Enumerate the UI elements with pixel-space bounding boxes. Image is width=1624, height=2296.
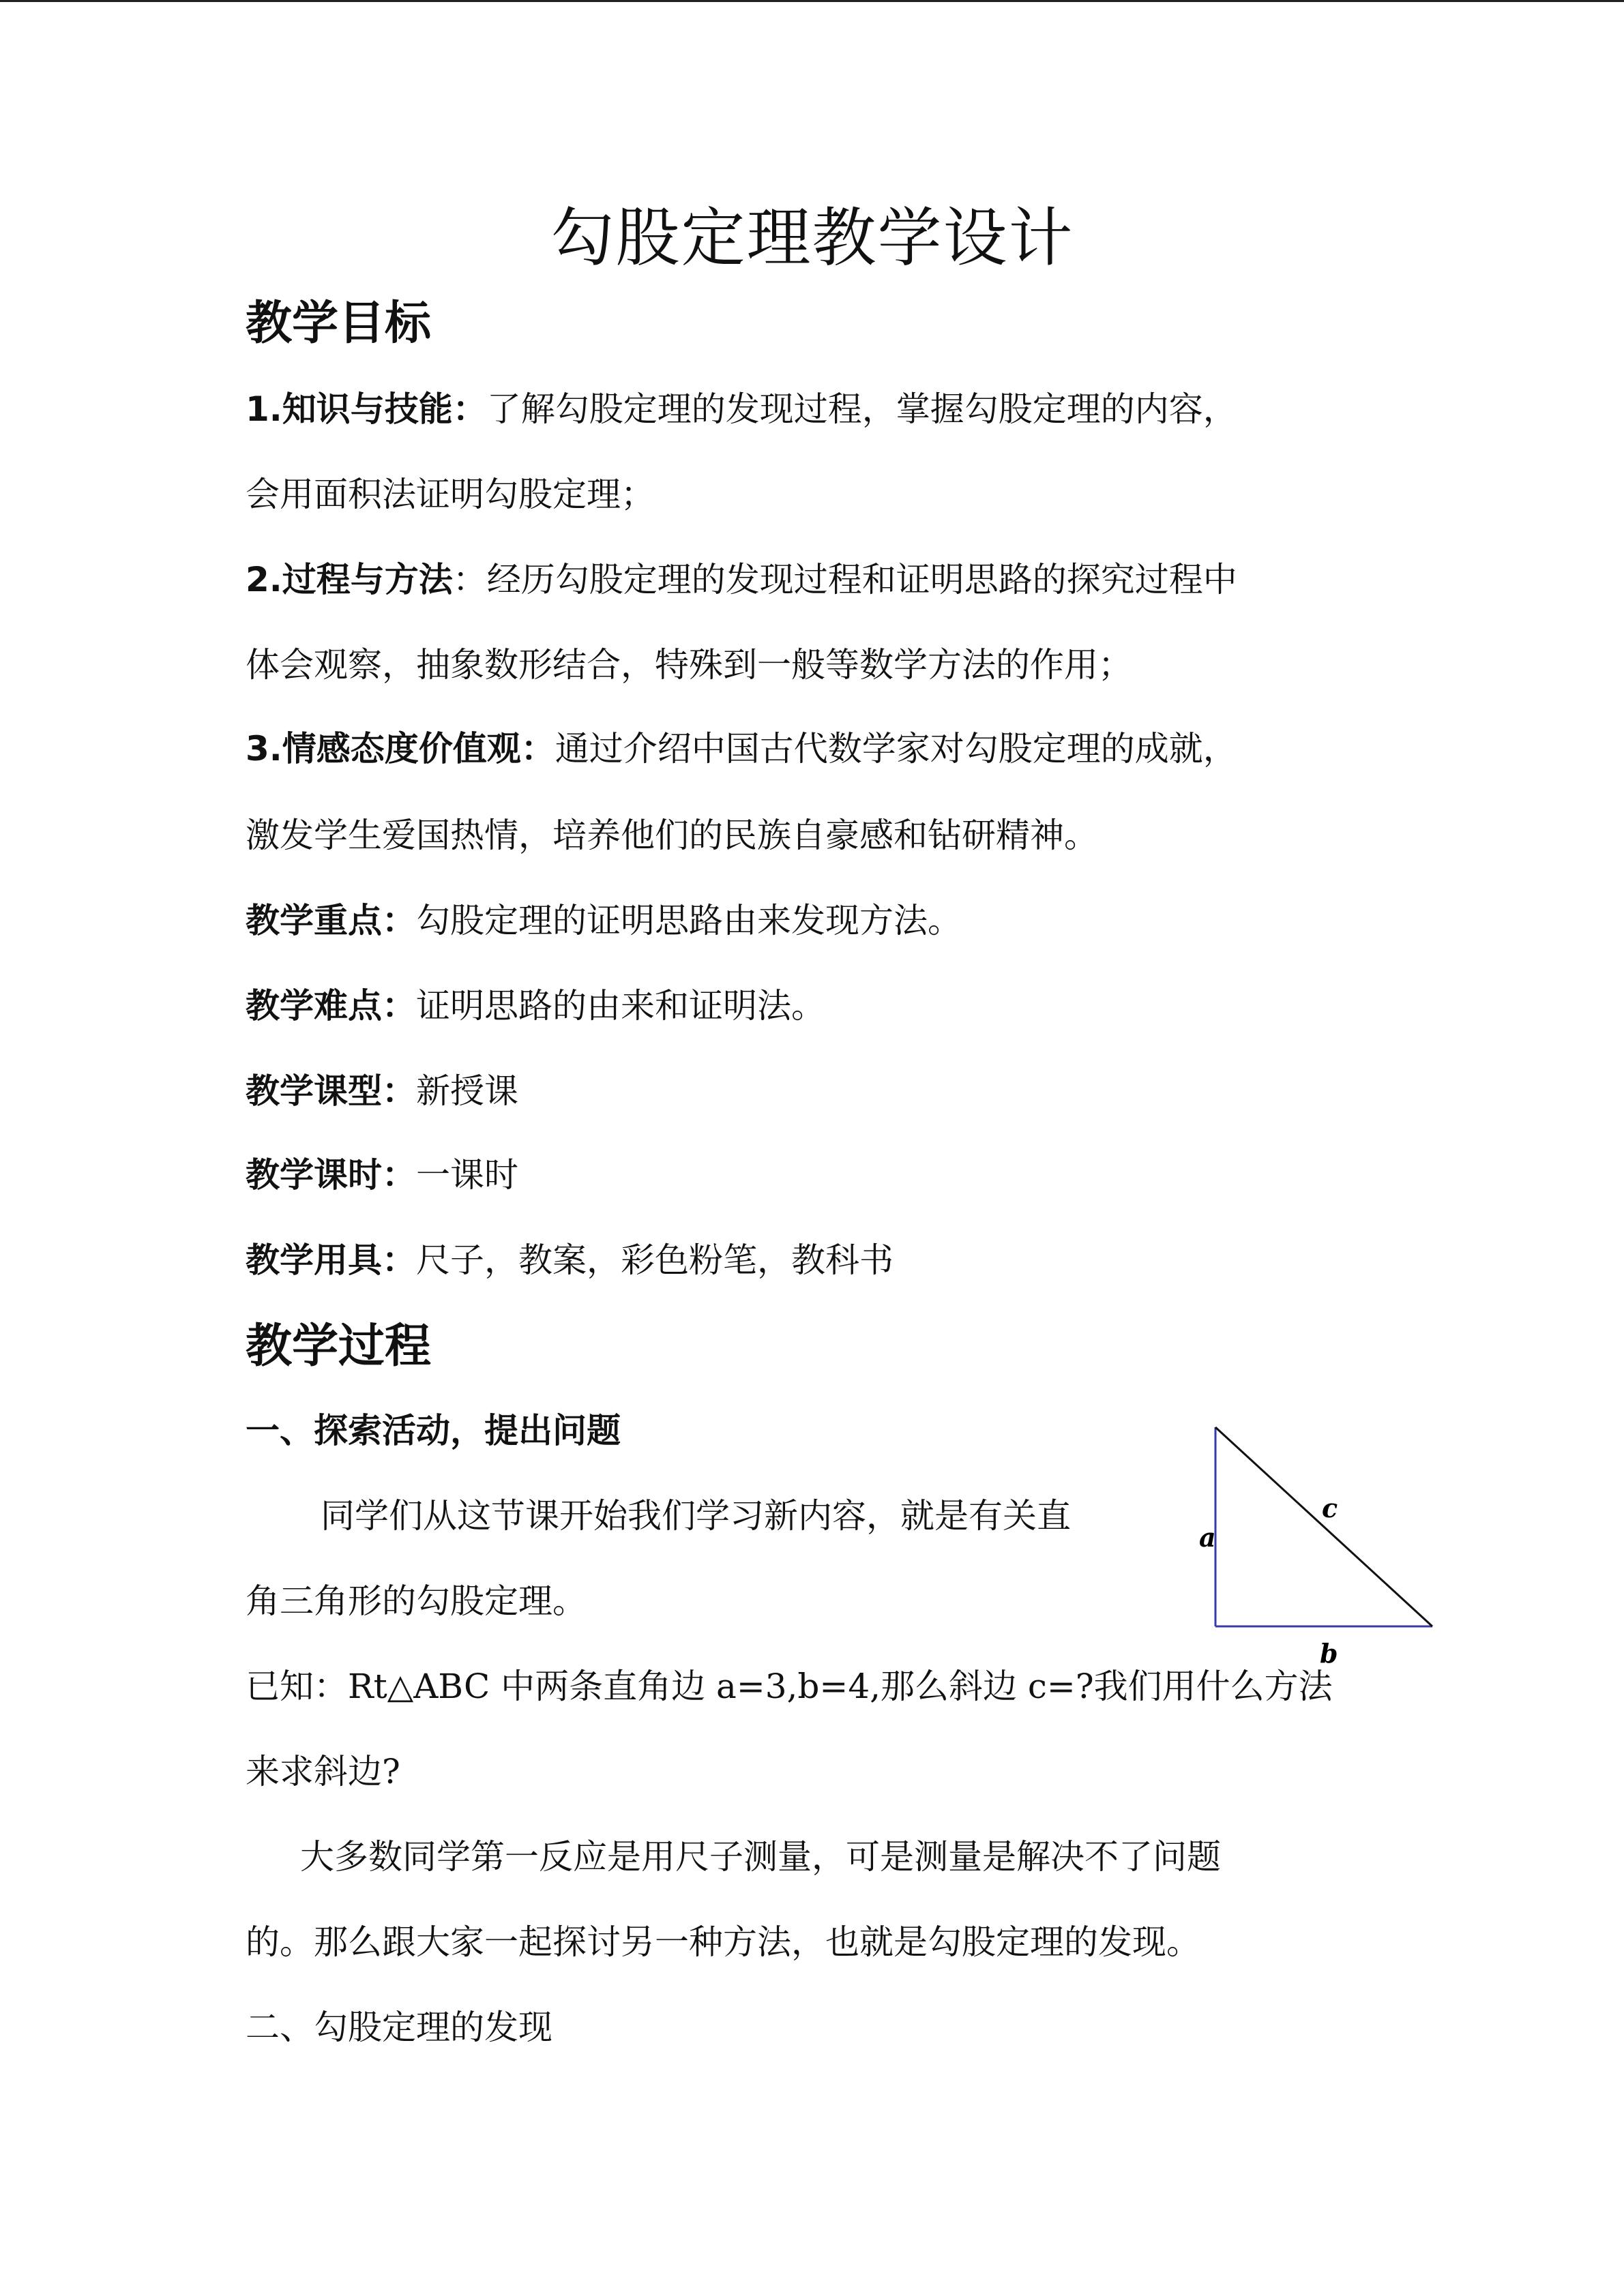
- part-1-para-1-line-1: 同学们从这节课开始我们学习新内容，就是有关直: [321, 1496, 1071, 1536]
- objective-2-text: ：经历勾股定理的发现过程和证明思路的探究过程中: [452, 560, 1237, 599]
- objective-3-line-1: [246, 725, 1237, 773]
- lesson-type-label: 教学课型：: [246, 1071, 416, 1111]
- lesson-type: [246, 1067, 518, 1115]
- section-heading-process: 教学过程: [246, 1320, 432, 1373]
- objective-3-label: 3.情感态度价值观：: [246, 729, 555, 769]
- objective-1-line-1: [246, 385, 1237, 433]
- label-a: a: [1199, 1522, 1216, 1553]
- lesson-hours-text: 一课时: [416, 1155, 518, 1195]
- part-1-para-1-line-2: 角三角形的勾股定理。: [246, 1581, 587, 1621]
- section-heading-objectives: 教学目标: [246, 297, 432, 351]
- key-point-text: 勾股定理的证明思路由来发现方法。: [416, 901, 962, 940]
- part-1-heading: 一、探索活动，提出问题: [246, 1411, 621, 1450]
- difficulty: [246, 982, 825, 1030]
- teaching-tools-label: 教学用具：: [246, 1240, 416, 1280]
- objective-3-line-2: 激发学生爱国热情，培养他们的民族自豪感和钻研精神。: [246, 816, 1098, 855]
- document-title: 勾股定理教学设计: [550, 201, 1074, 275]
- objective-2-label: 2.过程与方法: [246, 560, 453, 599]
- key-point: [246, 897, 962, 944]
- teaching-tools: [246, 1236, 894, 1284]
- triangle-hypotenuse-c: [1215, 1427, 1432, 1626]
- label-c: c: [1322, 1493, 1338, 1523]
- teaching-tools-text: 尺子，教案，彩色粉笔，教科书: [416, 1240, 894, 1280]
- lesson-hours: [246, 1151, 518, 1199]
- label-b: b: [1320, 1638, 1338, 1669]
- part-1-para-3-line-1: 大多数同学第一反应是用尺子测量，可是测量是解决不了问题: [300, 1837, 1221, 1877]
- lesson-type-text: 新授课: [416, 1071, 518, 1111]
- part-2-heading: 二、勾股定理的发现: [246, 2008, 552, 2047]
- objective-2-line-1: [246, 556, 1237, 603]
- key-point-label: 教学重点：: [246, 901, 416, 940]
- right-triangle-figure: [1180, 1412, 1453, 1671]
- objective-1-text: 了解勾股定理的发现过程，掌握勾股定理的内容，: [486, 389, 1237, 429]
- objective-1-line-2: 会用面积法证明勾股定理；: [246, 475, 655, 514]
- difficulty-label: 教学难点：: [246, 986, 416, 1026]
- objective-1-label: 1.知识与技能：: [246, 389, 487, 429]
- objective-2-line-2: 体会观察，抽象数形结合，特殊到一般等数学方法的作用；: [246, 645, 1132, 685]
- part-1-para-3-line-2: 的。那么跟大家一起探讨另一种方法，也就是勾股定理的发现。: [246, 1922, 1200, 1962]
- lesson-hours-label: 教学课时：: [246, 1155, 416, 1195]
- difficulty-text: 证明思路的由来和证明法。: [416, 986, 825, 1026]
- part-1-para-2-line-2: 来求斜边?: [246, 1752, 400, 1791]
- part-1-para-2-line-1: 已知：Rt△ABC 中两条直角边 a=3,b=4,那么斜边 c=?我们用什么方法: [246, 1667, 1333, 1706]
- objective-3-text: 通过介绍中国古代数学家对勾股定理的成就，: [555, 729, 1237, 769]
